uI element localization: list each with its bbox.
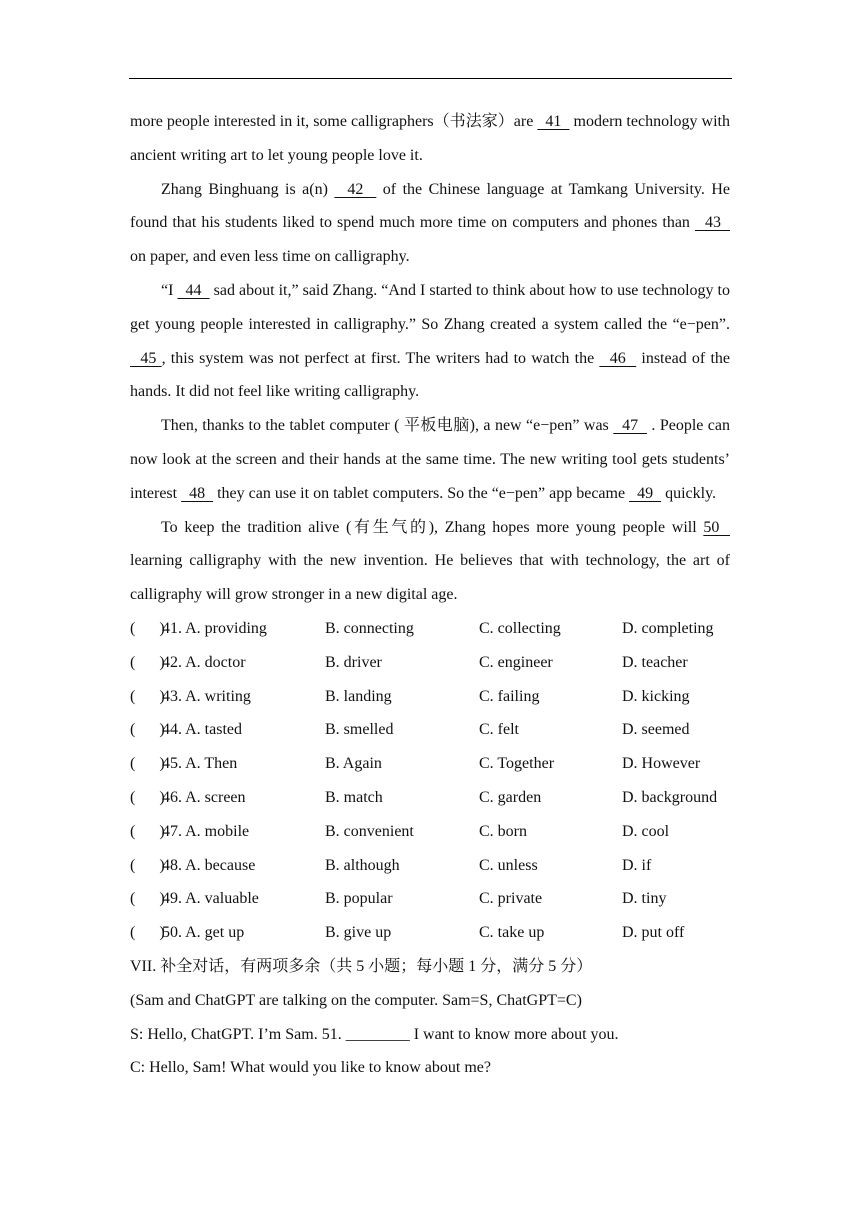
question-43 [130,680,730,714]
blank-41: 41 [537,113,570,130]
option-a: 46. A. screen [162,788,246,806]
option-d: D. put off [622,924,685,942]
text: To keep the tradition alive (有生气的), Zhang hopes more young people will [161,518,704,536]
option-b: B. smelled [325,721,394,739]
question-46 [130,781,730,815]
option-a: 49. A. valuable [162,890,259,908]
option-a: 42. A. doctor [162,653,246,671]
blank-49: 49 [629,484,662,502]
question-48 [130,849,730,883]
text: “I [161,281,178,299]
text: instead of the hands. It did not feel like writing calligraphy. [130,349,730,401]
option-d: D. seemed [622,721,690,739]
option-d: D. teacher [622,653,688,671]
option-c: C. unless [479,856,538,874]
answer-bracket: ( ) [130,653,165,671]
text: more people interested in it, some calligraphers（书法家）are [130,113,538,130]
option-c: C. garden [479,788,542,806]
section-heading: VII. 补全对话，有两项多余（共 5 小题；每小题 1 分，满分 5 分） [130,957,593,975]
option-c: C. take up [479,924,545,942]
text: learning calligraphy with the new invention. He believes that with technology, the art of calligraphy will grow stronger in a new digital age. [130,552,730,604]
blank-48: 48 [181,484,214,502]
blank-45: 45 [130,349,162,367]
option-b: B. convenient [325,822,414,840]
question-44 [130,713,730,747]
answer-bracket: ( ) [130,721,165,739]
option-c: C. failing [479,687,540,705]
page-content [130,105,730,1085]
option-b: B. although [325,856,400,874]
option-d: D. However [622,755,701,773]
paragraph-4 [130,409,730,510]
option-a: 48. A. because [162,856,256,874]
blank-44: 44 [177,281,210,299]
option-d: D. cool [622,822,670,840]
option-b: B. give up [325,924,392,942]
option-c: C. private [479,890,543,908]
text: . People can now look at the screen and their hands at the same time. The new writing tool gets students’ interest [130,417,731,502]
text: Then, thanks to the tablet computer ( 平板电脑), a new “e−pen” was [161,417,614,435]
option-d: D. kicking [622,687,690,705]
option-a: 44. A. tasted [162,721,242,739]
answer-bracket: ( ) [130,924,165,942]
option-b: B. match [325,788,383,806]
answer-bracket: ( ) [130,687,165,705]
option-c: C. engineer [479,653,553,671]
dialogue-line-s1: S: Hello, ChatGPT. I’m Sam. 51. ________ I want to know more about you. [130,1025,619,1043]
option-c: C. felt [479,721,519,739]
option-c: C. born [479,822,527,840]
option-b: B. Again [325,755,382,773]
answer-bracket: ( ) [130,619,165,637]
blank-46: 46 [599,349,637,367]
option-d: D. background [622,788,718,806]
option-c: C. Together [479,755,555,773]
blank-43: 43 [694,214,731,232]
text: on paper, and even less time on calligraphy. [130,248,410,266]
option-a: 47. A. mobile [162,822,250,840]
question-42 [130,646,730,680]
paragraph-3 [130,274,730,409]
option-d: D. tiny [622,890,667,908]
option-d: D. if [622,856,652,874]
question-45 [130,747,730,781]
question-41 [130,612,730,646]
option-b: B. connecting [325,619,414,637]
option-b: B. driver [325,653,382,671]
option-d: D. completing [622,619,714,637]
text: they can use it on tablet computers. So the “e−pen” app became [213,484,630,502]
answer-bracket: ( ) [130,856,165,874]
dialogue-intro: (Sam and ChatGPT are talking on the computer. Sam=S, ChatGPT=C) [130,991,582,1009]
text: quickly. [661,484,717,502]
option-a: 50. A. get up [162,924,245,942]
option-a: 45. A. Then [162,755,238,773]
text: Zhang Binghuang is a(n) [161,180,335,198]
blank-47: 47 [613,417,647,435]
paragraph-1 [130,105,730,173]
dialogue-line-c1: C: Hello, Sam! What would you like to know about me? [130,1059,491,1077]
question-50 [130,916,730,950]
text: , this system was not perfect at first. The writers had to watch the [161,349,600,367]
text: of the Chinese language at Tamkang University. He found that his students liked to spend much more time on computers and phones than [130,180,730,232]
answer-bracket: ( ) [130,788,165,806]
option-a: 41. A. providing [162,619,267,637]
blank-50: 50 [703,518,730,536]
answer-bracket: ( ) [130,755,165,773]
text: modern technology with ancient writing art to let young people love it. [130,113,731,164]
answer-bracket: ( ) [130,822,165,840]
option-b: B. popular [325,890,393,908]
option-c: C. collecting [479,619,561,637]
option-a: 43. A. writing [162,687,251,705]
header-rule [129,78,732,79]
paragraph-5 [130,511,730,612]
question-47 [130,815,730,849]
answer-bracket: ( ) [130,890,165,908]
paragraph-2 [130,173,730,274]
options-list [130,612,730,950]
text: sad about it,” said Zhang. “And I started to think about how to use technology to get young people interested in calligraphy.” So Zhang created a system called the “e−pen”. [130,281,730,333]
question-49 [130,882,730,916]
option-b: B. landing [325,687,392,705]
blank-42: 42 [334,180,377,198]
